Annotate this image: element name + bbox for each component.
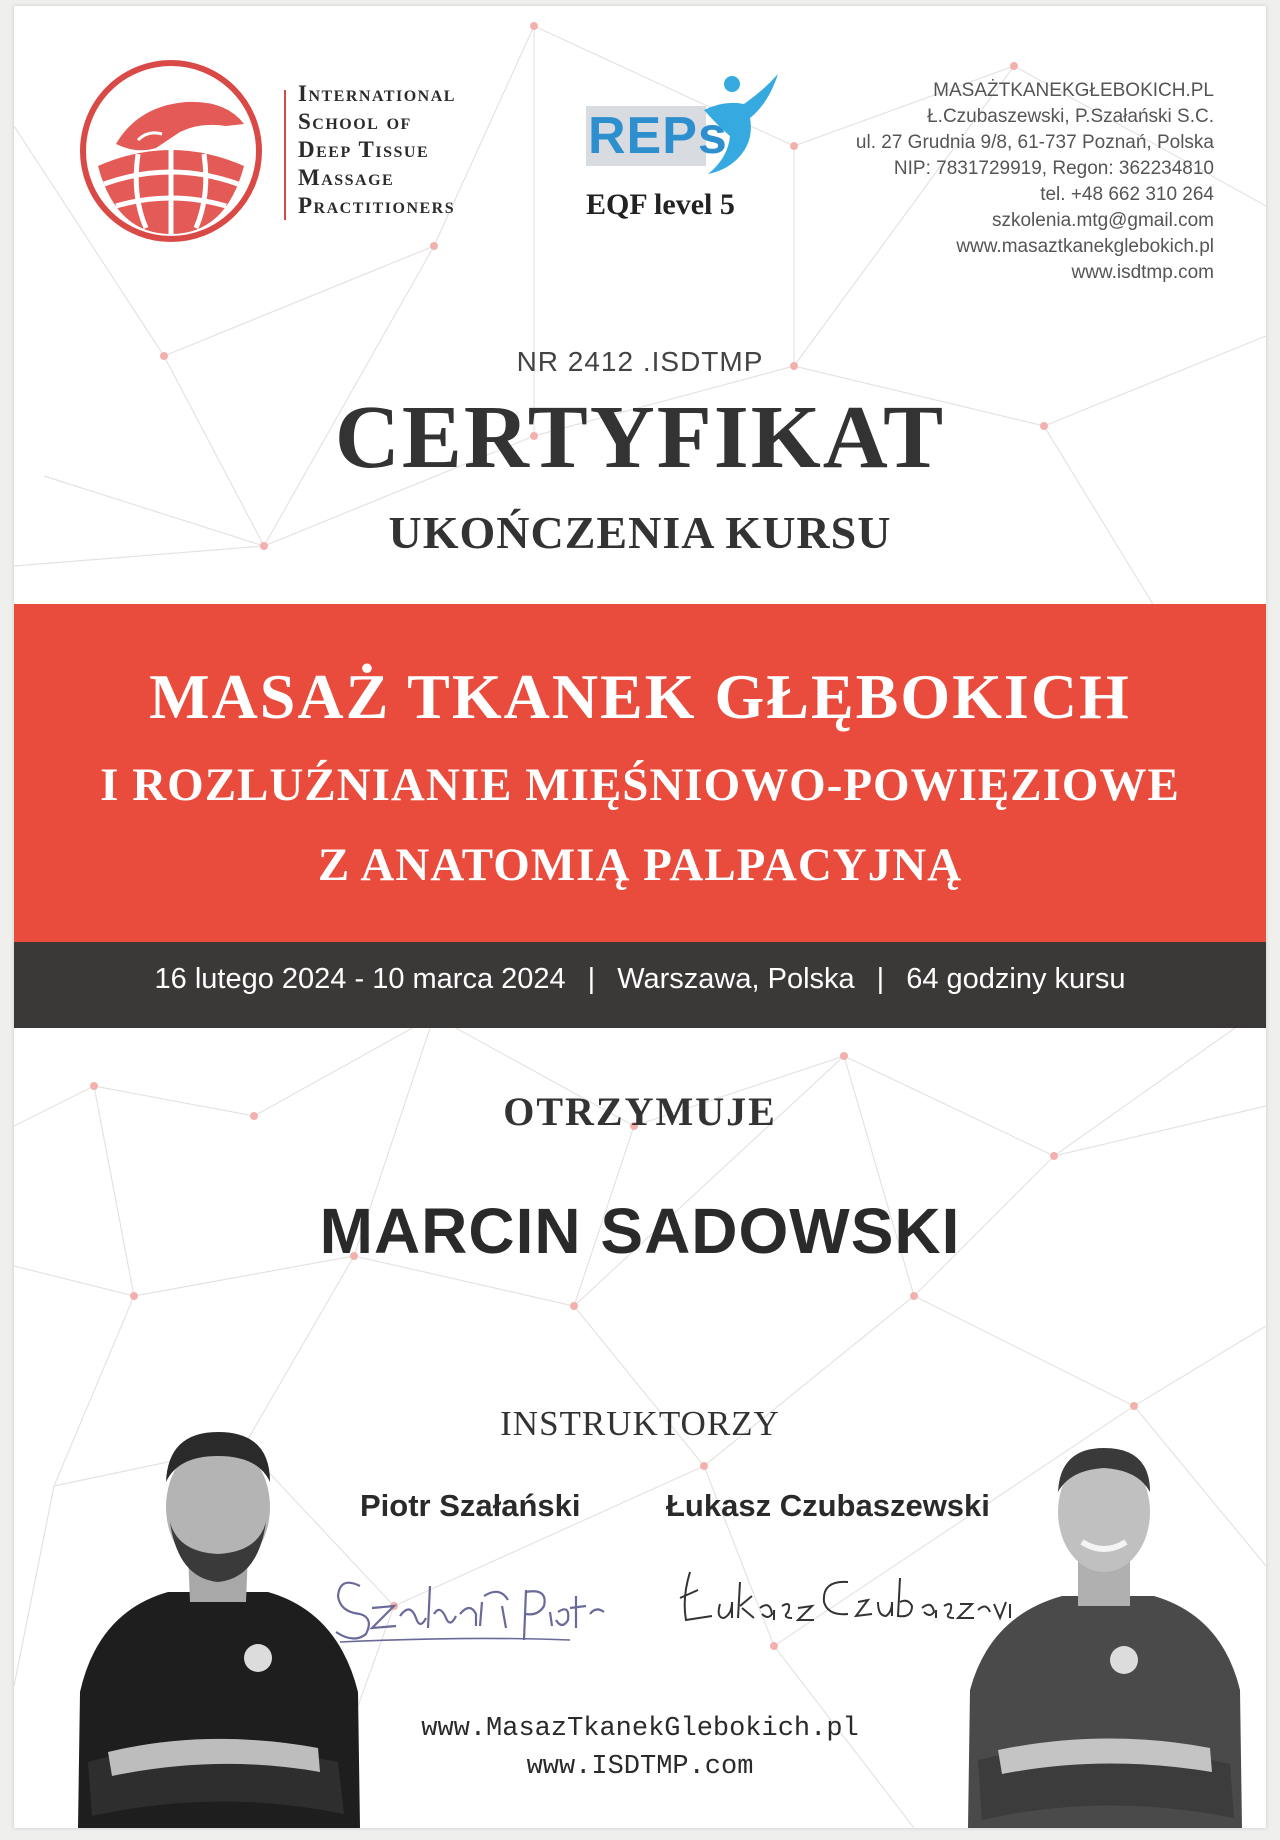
course-hours: 64 godziny kursu xyxy=(906,963,1126,995)
school-name-line: International xyxy=(298,81,456,106)
receives-label: OTRZYMUJE xyxy=(503,1089,777,1134)
contact-line: tel. +48 662 310 264 xyxy=(1040,184,1214,205)
certificate-title: CERTYFIKAT xyxy=(334,388,946,487)
polo-shirt-logo-icon xyxy=(1110,1646,1138,1674)
instructor-name: Piotr Szałański xyxy=(360,1488,581,1523)
contact-line: Ł.Czubaszewski, P.Szałański S.C. xyxy=(927,106,1214,127)
website-link[interactable]: www.MasazTkanekGlebokich.pl xyxy=(421,1714,859,1744)
school-name-line: School of xyxy=(298,109,412,134)
school-name xyxy=(298,80,456,220)
course-title-line: Z ANATOMIĄ PALPACYJNĄ xyxy=(317,839,963,891)
polo-shirt-logo-icon xyxy=(244,1644,272,1672)
course-dates: 16 lutego 2024 - 10 marca 2024 xyxy=(154,963,566,995)
contact-block xyxy=(794,78,1214,286)
globe-hand-logo-icon xyxy=(76,56,266,246)
school-name-line: Massage xyxy=(298,165,395,190)
logo-divider xyxy=(284,90,286,220)
certificate-page xyxy=(14,6,1266,1828)
course-location: Warszawa, Polska xyxy=(617,963,855,995)
school-name-line: Practitioners xyxy=(298,193,456,218)
website-link[interactable]: www.ISDTMP.com xyxy=(526,1752,754,1782)
eqf-level: EQF level 5 xyxy=(586,188,735,221)
info-separator: | xyxy=(876,963,885,995)
contact-line: MASAŻTKANEKGŁEBOKICH.PL xyxy=(933,80,1214,101)
school-name-line: Deep Tissue xyxy=(298,137,430,162)
course-title-line: MASAŻ TKANEK GŁĘBOKICH xyxy=(149,661,1131,732)
recipient-name: MARCIN SADOWSKI xyxy=(319,1195,961,1267)
info-separator: | xyxy=(587,963,596,995)
contact-line: szkolenia.mtg@gmail.com xyxy=(991,210,1214,231)
course-title-line: I ROZLUŹNIANIE MIĘŚNIOWO-POWIĘZIOWE xyxy=(100,759,1180,811)
contact-line: www.isdtmp.com xyxy=(1071,262,1214,283)
course-info-row xyxy=(14,963,1266,996)
instructors-label: INSTRUKTORZY xyxy=(500,1404,780,1443)
contact-line: ul. 27 Grudnia 9/8, 61-737 Poznań, Polska xyxy=(855,132,1214,153)
certificate-number: NR 2412 .ISDTMP xyxy=(516,346,764,377)
signature-piotr-szalanski xyxy=(330,1556,620,1646)
contact-line: www.masaztkanekglebokich.pl xyxy=(956,236,1214,257)
reps-figure-icon xyxy=(694,70,784,180)
contact-line: NIP: 7831729919, Regon: 362234810 xyxy=(893,158,1214,179)
certificate-subtitle: UKOŃCZENIA KURSU xyxy=(388,507,892,558)
reps-logo-text: REPs xyxy=(588,107,728,165)
instructor-name: Łukasz Czubaszewski xyxy=(666,1488,990,1523)
